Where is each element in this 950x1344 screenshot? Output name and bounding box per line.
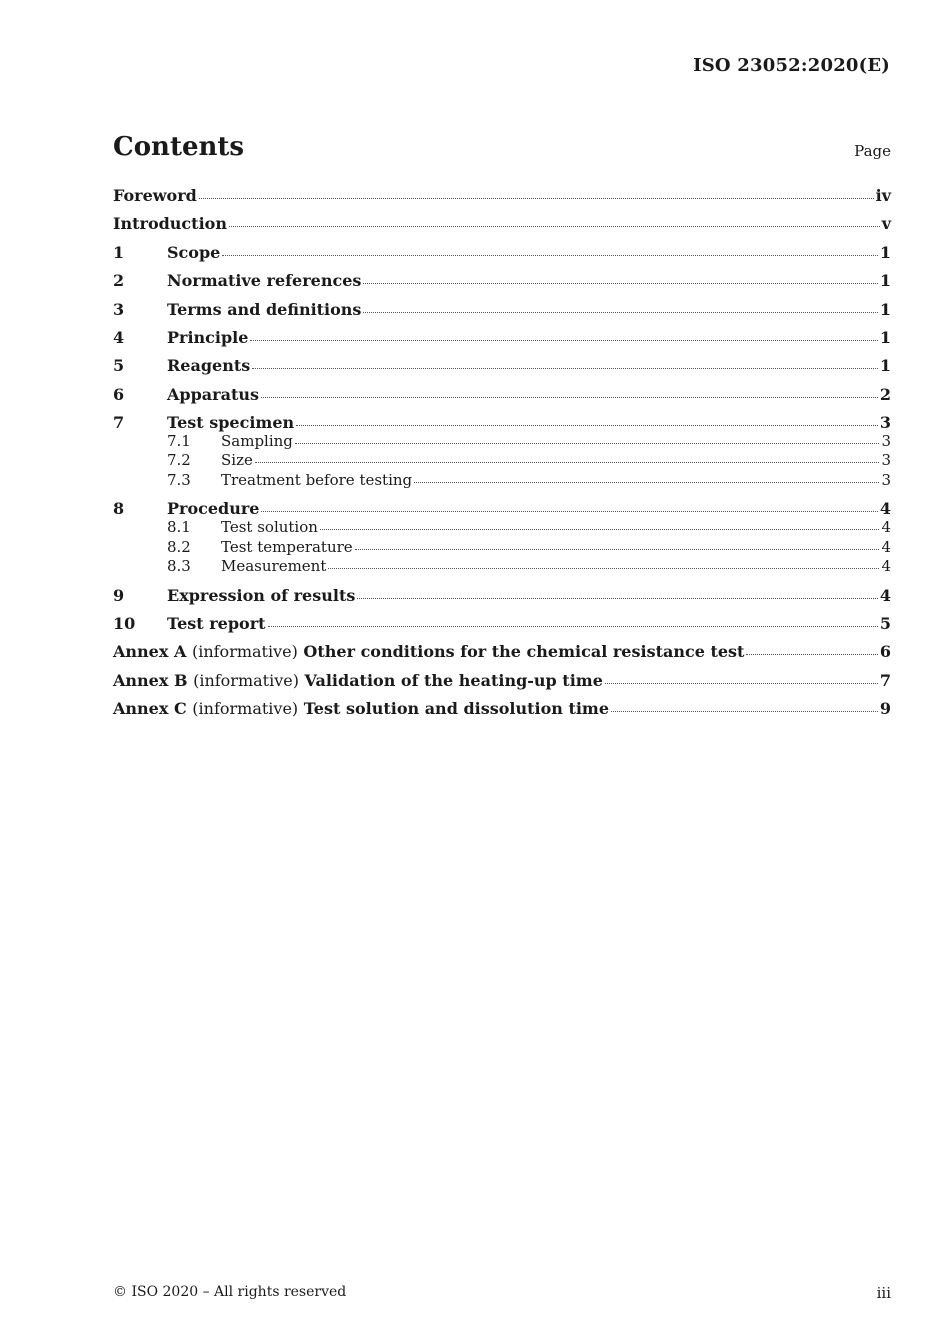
document-id: ISO 23052:2020(E) <box>693 55 890 76</box>
toc-entry-page: 1 <box>879 271 891 291</box>
toc-entry-title: Test solution <box>221 518 318 537</box>
toc-entry-title: Test specimen <box>167 413 295 433</box>
toc-entry-page: 6 <box>879 642 891 662</box>
toc-entry-page: 1 <box>879 356 891 376</box>
toc-entry-title: Size <box>221 451 253 470</box>
toc-entry-test-specimen[interactable] <box>113 413 891 432</box>
toc-leader-dots <box>320 528 880 530</box>
toc-leader-dots <box>199 197 874 199</box>
toc-leader-dots <box>363 311 877 313</box>
toc-annex-title <box>113 642 744 661</box>
toc-entry-number: 8 <box>113 499 125 519</box>
annex-qualifier: (informative) <box>191 642 298 662</box>
contents-header <box>113 130 891 164</box>
toc-entry-number: 10 <box>113 614 136 634</box>
toc-leader-dots <box>611 710 878 712</box>
toc-entry-page: iv <box>875 186 891 205</box>
toc-entry-page: 7 <box>879 670 891 690</box>
toc-leader-dots <box>255 461 880 463</box>
toc-entry-page: 3 <box>879 413 891 433</box>
toc-entry-number: 8.1 <box>167 518 191 537</box>
toc-entry-page: 1 <box>879 242 891 262</box>
toc-leader-dots <box>250 339 877 341</box>
toc-entry-number: 7.1 <box>167 432 191 451</box>
toc-entry-page: 4 <box>881 537 891 556</box>
toc-entry-number: 8.3 <box>167 557 191 575</box>
toc-entry-apparatus[interactable] <box>113 385 891 404</box>
toc-entry-page: 3 <box>881 470 891 489</box>
toc-entry-title: Sampling <box>221 432 293 451</box>
toc-entry-page: 3 <box>881 432 891 451</box>
toc-entry-principle[interactable] <box>113 328 891 347</box>
toc-entry-expression-of-results[interactable] <box>113 586 891 605</box>
annex-name: Validation of the heating-up time <box>304 670 603 690</box>
toc-entry-test-report[interactable] <box>113 614 891 633</box>
toc-leader-dots <box>357 597 878 599</box>
toc-entry-procedure[interactable] <box>113 499 891 518</box>
toc-entry-page: 4 <box>881 518 891 537</box>
toc-entry-page: 4 <box>879 585 891 605</box>
toc-leader-dots <box>295 442 880 444</box>
toc-leader-dots <box>261 396 878 398</box>
toc-leader-dots <box>605 682 878 684</box>
toc-leader-dots <box>268 625 878 627</box>
toc-entry-title: Foreword <box>113 186 197 205</box>
toc-entry-page: 2 <box>879 384 891 404</box>
toc-entry-title: Expression of results <box>167 585 356 605</box>
toc-entry-annex-a[interactable] <box>113 642 891 661</box>
toc-entry-number: 8.2 <box>167 537 191 556</box>
toc-entry-number: 2 <box>113 271 125 291</box>
toc-entry-page: 4 <box>881 557 891 575</box>
toc-leader-dots <box>746 653 877 655</box>
toc-entry-page: 4 <box>879 499 891 519</box>
toc-entry-scope[interactable] <box>113 243 891 262</box>
toc-subentry-measurement[interactable] <box>113 557 891 576</box>
annex-name: Test solution and dissolution time <box>303 699 610 719</box>
toc-entry-number: 6 <box>113 384 125 404</box>
toc-entry-number: 7 <box>113 413 125 433</box>
toc-entry-page: v <box>881 214 891 234</box>
toc-entry-number: 3 <box>113 299 125 319</box>
toc-leader-dots <box>229 225 880 227</box>
toc-entry-page: 9 <box>879 699 891 719</box>
toc-entry-normative-references[interactable] <box>113 271 891 290</box>
toc-leader-dots <box>363 282 877 284</box>
page-number: iii <box>876 1284 891 1302</box>
annex-name: Other conditions for the chemical resistance test <box>303 642 745 662</box>
toc-leader-dots <box>328 567 879 569</box>
toc-entry-title: Test temperature <box>221 537 353 556</box>
toc-leader-dots <box>261 510 877 512</box>
toc-leader-dots <box>296 424 878 426</box>
toc-entry-title: Reagents <box>167 356 251 376</box>
toc-annex-title <box>113 671 603 690</box>
toc-entry-title: Normative references <box>167 271 362 291</box>
toc-entry-reagents[interactable] <box>113 356 891 375</box>
toc-entry-page: 1 <box>879 299 891 319</box>
annex-qualifier: (informative) <box>193 670 299 690</box>
toc-leader-dots <box>222 254 878 256</box>
toc-entry-annex-c[interactable] <box>113 699 891 718</box>
page-footer <box>113 1284 891 1302</box>
table-of-contents <box>113 186 891 718</box>
toc-entry-title: Treatment before testing <box>221 470 413 489</box>
copyright-notice: © ISO 2020 – All rights reserved <box>113 1284 347 1300</box>
toc-entry-page: 1 <box>879 327 891 347</box>
toc-entry-number: 7.3 <box>167 470 191 489</box>
toc-entry-title: Test report <box>167 614 266 634</box>
toc-entry-introduction[interactable] <box>113 214 891 233</box>
toc-subentry-test-solution[interactable] <box>113 518 891 537</box>
toc-entry-title: Procedure <box>167 499 260 519</box>
toc-entry-page: 5 <box>879 614 891 634</box>
toc-entry-page: 3 <box>881 451 891 470</box>
page-column-label: Page <box>854 142 891 160</box>
toc-entry-title: Scope <box>167 242 221 262</box>
toc-entry-title: Principle <box>167 327 249 347</box>
toc-entry-title: Introduction <box>113 214 227 234</box>
toc-leader-dots <box>252 367 878 369</box>
toc-leader-dots <box>355 548 880 550</box>
annex-label: Annex C <box>113 699 187 719</box>
annex-qualifier: (informative) <box>192 699 299 719</box>
toc-entry-foreword[interactable] <box>113 186 891 205</box>
toc-entry-annex-b[interactable] <box>113 671 891 690</box>
toc-leader-dots <box>414 481 879 483</box>
toc-entry-title: Apparatus <box>167 384 259 404</box>
toc-entry-number: 4 <box>113 327 125 347</box>
toc-subentry-sampling[interactable] <box>113 432 891 451</box>
toc-entry-title: Terms and definitions <box>167 299 362 319</box>
toc-subentry-treatment-before-testing[interactable] <box>113 471 891 490</box>
toc-entry-terms-and-definitions[interactable] <box>113 300 891 319</box>
toc-annex-title <box>113 699 609 718</box>
toc-entry-number: 9 <box>113 585 125 605</box>
annex-label: Annex A <box>113 642 187 662</box>
contents-title: Contents <box>113 132 245 162</box>
annex-label: Annex B <box>113 670 188 690</box>
toc-entry-number: 7.2 <box>167 451 191 470</box>
toc-entry-number: 1 <box>113 242 125 262</box>
toc-entry-number: 5 <box>113 356 125 376</box>
toc-subentry-size[interactable] <box>113 451 891 470</box>
toc-entry-title: Measurement <box>221 557 327 575</box>
toc-subentry-test-temperature[interactable] <box>113 538 891 557</box>
